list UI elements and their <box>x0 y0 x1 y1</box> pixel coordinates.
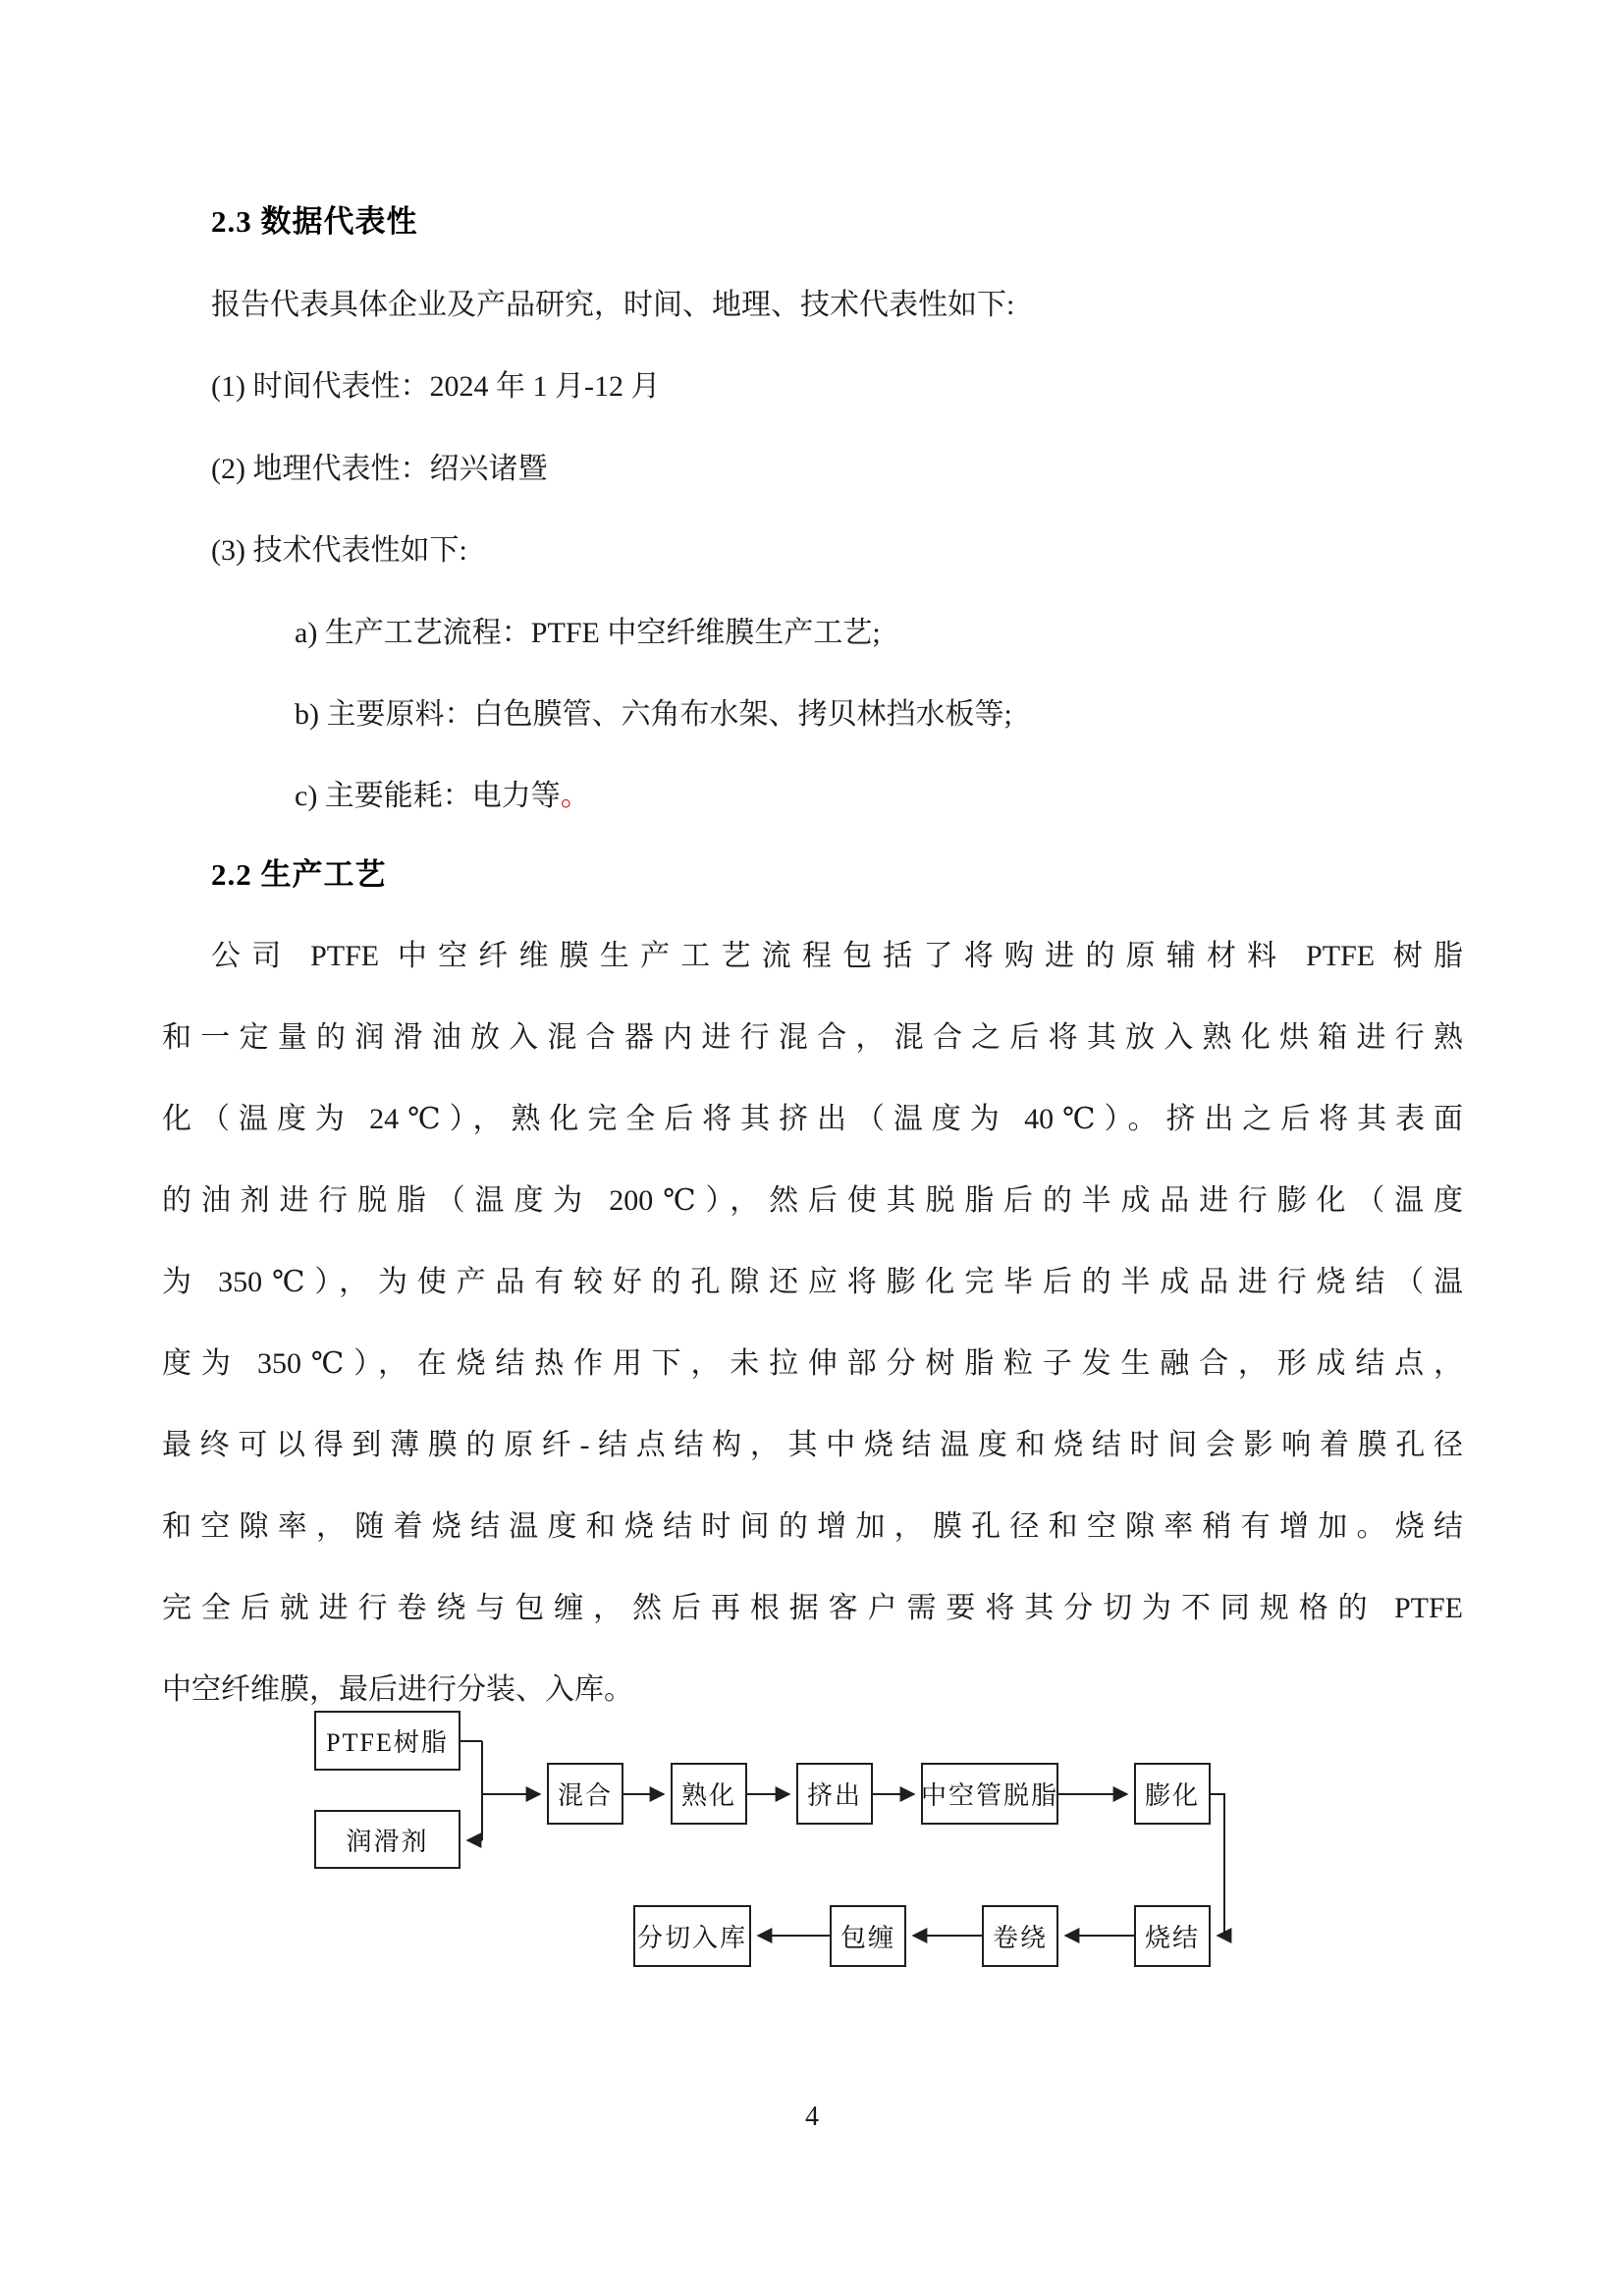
paragraph-line: 为 350℃），为使产品有较好的孔隙还应将膨化完毕后的半成品进行烧结（温 <box>162 1266 1463 1298</box>
flow-box-winding: 卷绕 <box>982 1905 1058 1967</box>
list-item-geographic-representativeness: (2) 地理代表性：绍兴诸暨 <box>211 453 548 485</box>
flow-box-wrapping: 包缠 <box>830 1905 906 1967</box>
flow-box-curing: 熟化 <box>671 1763 747 1825</box>
red-full-stop: 。 <box>560 780 590 812</box>
flow-box-expansion: 膨化 <box>1134 1763 1211 1825</box>
section-2-3-intro: 报告代表具体企业及产品研究，时间、地理、技术代表性如下: <box>211 289 1015 321</box>
paragraph-line: 公司 PTFE 中空纤维膜生产工艺流程包括了将购进的原辅材料 PTFE 树脂 <box>211 940 1463 972</box>
list-item-time-representativeness: (1) 时间代表性：2024 年 1 月-12 月 <box>211 370 661 403</box>
sub-item-raw-materials: b) 主要原料：白色膜管、六角布水架、拷贝林挡水板等; <box>295 698 1012 731</box>
flow-box-mixing: 混合 <box>547 1763 623 1825</box>
paragraph-line: 和一定量的润滑油放入混合器内进行混合，混合之后将其放入熟化烘箱进行熟 <box>162 1021 1463 1054</box>
connector-expansion-down <box>1211 1794 1224 1936</box>
flow-box-slitting-storage: 分切入库 <box>633 1905 751 1967</box>
process-description-paragraph <box>162 915 1463 1730</box>
paragraph-line: 度为 350℃），在烧结热作用下，未拉伸部分树脂粒子发生融合，形成结点， <box>162 1347 1463 1380</box>
flowchart-arrows <box>0 1704 1624 1998</box>
flow-box-hollow-tube-degreasing: 中空管脱脂 <box>921 1763 1058 1825</box>
sub-item-process-flow: a) 生产工艺流程：PTFE 中空纤维膜生产工艺; <box>295 617 881 649</box>
paragraph-line: 最终可以得到薄膜的原纤-结点结构，其中烧结温度和烧结时间会影响着膜孔径 <box>162 1429 1463 1461</box>
flow-box-sintering: 烧结 <box>1134 1905 1211 1967</box>
flow-box-extrusion: 挤出 <box>796 1763 873 1825</box>
paragraph-line: 完全后就进行卷绕与包缠，然后再根据客户需要将其分切为不同规格的 PTFE <box>162 1592 1463 1624</box>
paragraph-line: 和空隙率，随着烧结温度和烧结时间的增加，膜孔径和空隙率稍有增加。烧结 <box>162 1510 1463 1543</box>
paragraph-line: 化（温度为 24℃），熟化完全后将其挤出（温度为 40℃）。挤出之后将其表面 <box>162 1103 1463 1135</box>
section-2-3-heading: 2.3 数据代表性 <box>211 204 418 239</box>
sub-item-energy <box>295 771 590 814</box>
flow-box-ptfe-resin: PTFE树脂 <box>314 1711 460 1771</box>
sub-item-energy-text: c) 主要能耗：电力等 <box>295 780 561 812</box>
section-2-2-heading: 2.2 生产工艺 <box>211 857 387 892</box>
list-item-technical-representativeness: (3) 技术代表性如下: <box>211 534 467 567</box>
paragraph-line: 中空纤维膜，最后进行分装、入库。 <box>162 1673 633 1706</box>
paragraph-line: 的油剂进行脱脂（温度为 200℃），然后使其脱脂后的半成品进行膨化（温度 <box>162 1184 1463 1217</box>
flow-box-lubricant: 润滑剂 <box>314 1810 460 1869</box>
process-flowchart <box>0 1704 1624 1998</box>
page-number: 4 <box>805 2102 819 2132</box>
